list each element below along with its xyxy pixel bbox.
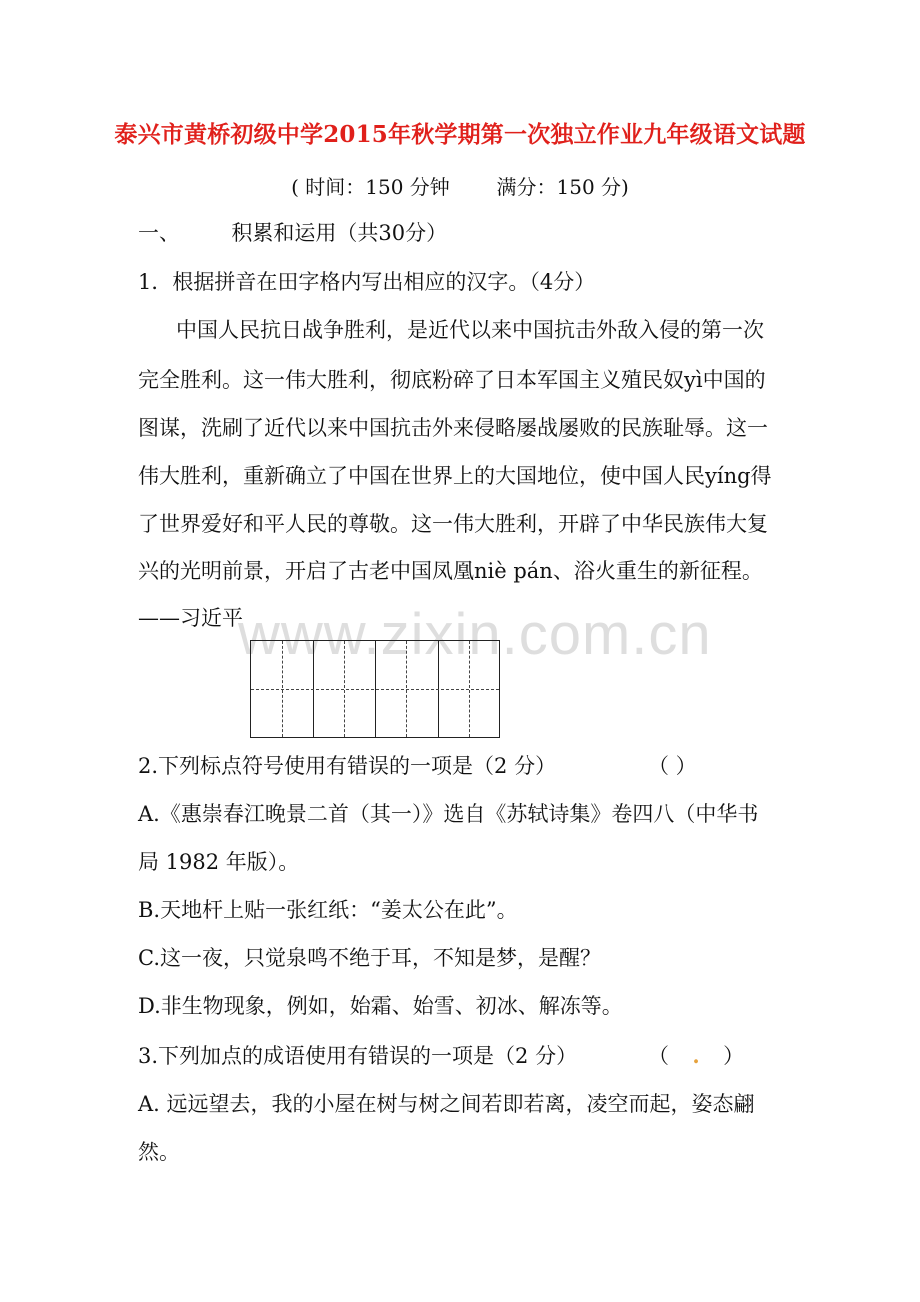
question-3-option: A. 远远望去，我的小屋在树与树之间若即若离，凌空而起，姿态翩 [138,1092,755,1116]
question-3-prompt: 3.下列加点的成语使用有错误的一项是（2 分） [138,1044,578,1068]
subtitle-open-paren: ( [291,175,299,199]
question-2-option: D.非生物现象，例如，始霜、始雪、初冰、解冻等。 [138,994,623,1018]
question-3-paren-close: ） [723,1044,745,1068]
exam-subtitle [0,173,920,201]
subtitle-score: 满分：150 分) [496,175,629,199]
question-2-option: 局 1982 年版）。 [138,850,300,874]
exam-title: 泰兴市黄桥初级中学2015年秋学期第一次独立作业九年级语文试题 [114,121,806,148]
section-1-number: 一、 [138,221,180,245]
question-2-prompt: 2.下列标点符号使用有错误的一项是（2 分） [138,754,557,778]
site-watermark: www.zixin.com.cn [238,602,712,667]
question-3-answer-mark: . [692,1043,700,1068]
passage-line: 完全胜利。这一伟大胜利，彻底粉碎了日本军国主义殖民奴yì中国的 [138,368,766,392]
question-1-prompt: 1．根据拼音在田字格内写出相应的汉字。（4分） [138,270,596,294]
question-2-option: A.《惠崇春江晚景二首（其一）》选自《苏轼诗集》卷四八（中华书 [138,802,759,826]
passage-line: 中国人民抗日战争胜利，是近代以来中国抗击外敌入侵的第一次 [176,318,764,342]
question-2-answer-blank[interactable]: （ ） [648,754,697,778]
question-3-paren-open: （ [648,1044,669,1068]
question-2-option: C.这一夜，只觉泉鸣不绝于耳，不知是梦，是醒？ [138,946,601,970]
passage-line: 伟大胜利，重新确立了中国在世界上的大国地位，使中国人民yíng得 [138,464,772,488]
passage-line: 图谋，洗刷了近代以来中国抗击外来侵略屡战屡败的民族耻辱。这一 [138,416,768,440]
passage-line: 了世界爱好和平人民的尊敬。这一伟大胜利，开辟了中华民族伟大复 [138,512,768,536]
subtitle-time: 时间：150 分钟 [305,175,450,199]
passage-line: 兴的光明前景，开启了古老中国凤凰niè pán、浴火重生的新征程。 [138,559,763,583]
passage-author: ——习近平 [138,606,243,630]
question-2-option: B.天地杆上贴一张红纸：“姜太公在此”。 [138,898,518,922]
tianzige-grid[interactable] [250,640,500,738]
question-3-answer-blank[interactable] [648,1042,744,1070]
question-3-option: 然。 [138,1140,180,1164]
section-1-label: 积累和运用（共30分） [231,221,448,245]
section-1-heading [138,219,447,247]
